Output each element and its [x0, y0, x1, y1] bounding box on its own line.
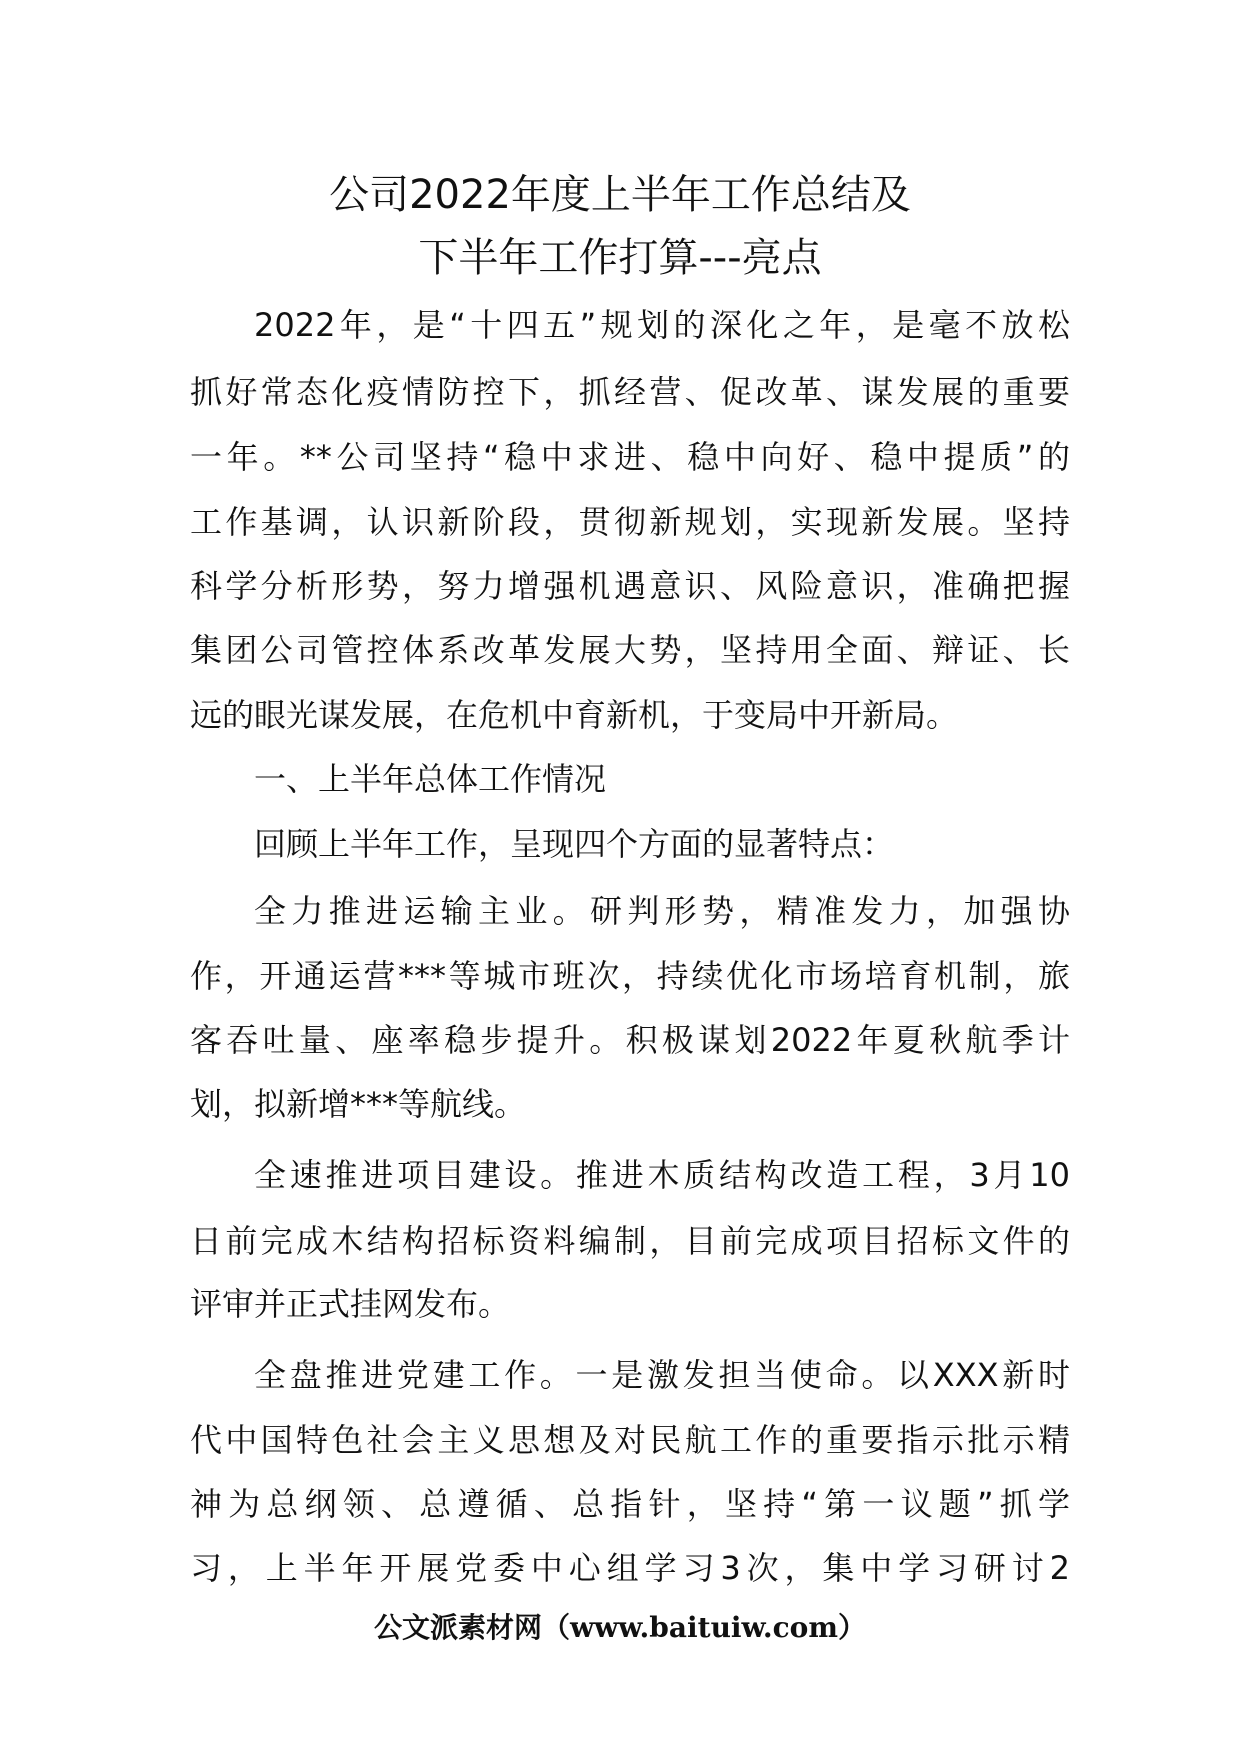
- body-line: 全速推进项目建设。推进木质结构改造工程，3月10: [254, 1156, 1070, 1194]
- body-line: 一年。**公司坚持“稳中求进、稳中向好、稳中提质”的: [190, 438, 1070, 476]
- body-line: 集团公司管控体系改革发展大势，坚持用全面、辩证、长: [190, 631, 1070, 669]
- section-heading: 一、上半年总体工作情况: [254, 760, 607, 798]
- body-line: 神为总纲领、总遵循、总指针，坚持“第一议题”抓学: [190, 1485, 1070, 1523]
- body-line: 作，开通运营***等城市班次，持续优化市场培育机制，旅: [190, 957, 1070, 995]
- body-line: 代中国特色社会主义思想及对民航工作的重要指示批示精: [190, 1421, 1070, 1459]
- body-line: 远的眼光谋发展，在危机中育新机，于变局中开新局。: [190, 696, 959, 734]
- document-title-line-2: 下半年工作打算---亮点: [418, 235, 822, 281]
- body-line: 抓好常态化疫情防控下，抓经营、促改革、谋发展的重要: [190, 373, 1070, 411]
- body-line: 客吞吐量、座率稳步提升。积极谋划2022年夏秋航季计: [190, 1021, 1070, 1059]
- body-line: 全力推进运输主业。研判形势，精准发力，加强协: [254, 892, 1070, 930]
- body-line: 工作基调，认识新阶段，贯彻新规划，实现新发展。坚持: [190, 503, 1070, 541]
- body-line: 2022年，是“十四五”规划的深化之年，是毫不放松: [254, 306, 1070, 344]
- body-line: 科学分析形势，努力增强机遇意识、风险意识，准确把握: [190, 567, 1070, 605]
- body-line: 日前完成木结构招标资料编制，目前完成项目招标文件的: [190, 1222, 1070, 1260]
- document-title-line-1: 公司2022年度上半年工作总结及: [329, 172, 911, 218]
- body-line: 评审并正式挂网发布。: [190, 1285, 511, 1323]
- body-line: 习，上半年开展党委中心组学习3次，集中学习研讨2: [190, 1549, 1070, 1587]
- body-line: 全盘推进党建工作。一是激发担当使命。以XXX新时: [254, 1356, 1070, 1394]
- footer-watermark: 公文派素材网（www.baituiw.com）: [374, 1611, 866, 1644]
- body-line: 划，拟新增***等航线。: [190, 1085, 527, 1123]
- body-line: 回顾上半年工作，呈现四个方面的显著特点：: [254, 825, 895, 863]
